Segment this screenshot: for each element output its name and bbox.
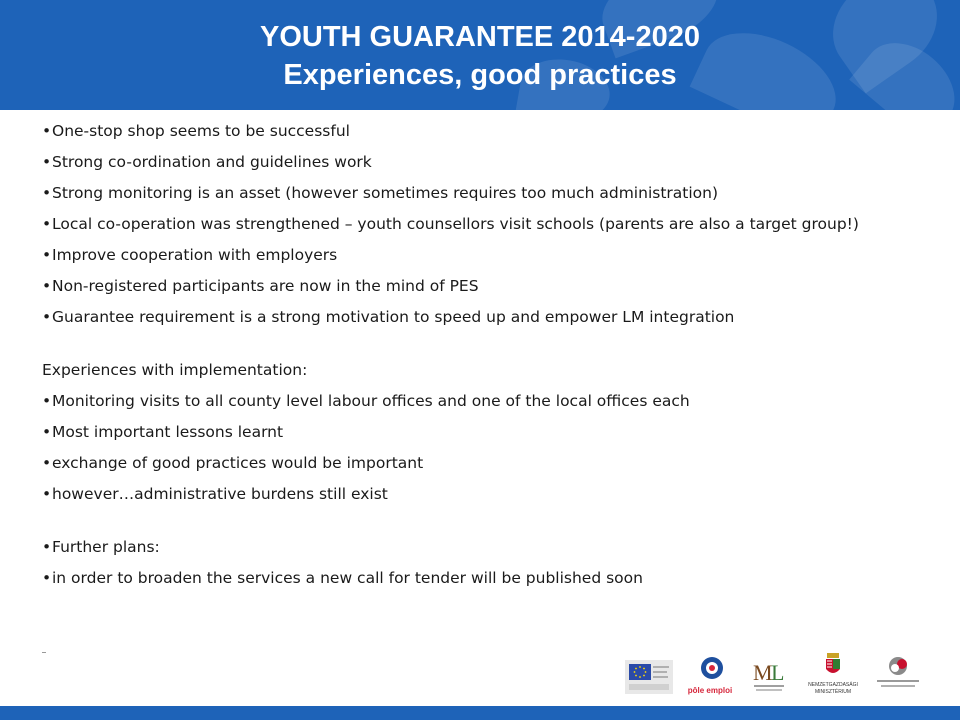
list-item: [42, 276, 892, 297]
list-item: [42, 183, 892, 204]
list-item: [42, 121, 892, 142]
list-item: [42, 307, 892, 328]
bullet: •: [42, 423, 52, 441]
list-item: [42, 453, 892, 474]
ministry-ml-logo-icon: [750, 656, 788, 694]
item-text: Further plans:: [52, 538, 160, 556]
slide-title: [0, 18, 960, 94]
item-text: Most important lessons learnt: [52, 423, 284, 441]
bullet: •: [42, 308, 52, 326]
eu-flag-icon: [625, 660, 673, 694]
svg-text:M: M: [753, 660, 773, 685]
title-line-1: YOUTH GUARANTEE 2014-2020: [260, 21, 700, 53]
svg-text:L: L: [771, 660, 785, 685]
item-text: Monitoring visits to all county level labour offices and one of the local offices each: [52, 392, 690, 410]
bullet: •: [42, 246, 52, 264]
list-item: [42, 245, 892, 266]
item-text: however…administrative burdens still exist: [52, 485, 388, 503]
ngm-text: NEMZETGAZDASÁGI MINISZTÉRIUM: [808, 682, 858, 695]
bullet: •: [42, 454, 52, 472]
bullet: •: [42, 277, 52, 295]
bullet: •: [42, 485, 52, 503]
item-text: in order to broaden the services a new call for tender will be published soon: [52, 569, 643, 587]
item-text: Guarantee requirement is a strong motivation to speed up and empower LM integration: [52, 308, 735, 326]
ngm-logo: [803, 652, 863, 696]
list-item: [42, 568, 892, 589]
slide-content: [42, 121, 892, 589]
list-item: [42, 214, 892, 235]
item-text: Strong co-ordination and guidelines work: [52, 153, 372, 171]
bullet: •: [42, 569, 52, 587]
bullet: •: [42, 184, 52, 202]
bullet: •: [42, 153, 52, 171]
section-heading-text: Experiences with implementation:: [42, 361, 308, 379]
title-line-2: Experiences, good practices: [283, 59, 677, 91]
pole-emploi-logo: [685, 654, 735, 696]
pole-emploi-mark-icon: [685, 654, 735, 682]
list-item: [42, 391, 892, 412]
item-text: Improve cooperation with employers: [52, 246, 338, 264]
slide-header: [0, 0, 960, 110]
item-text: Non-registered participants are now in the mind of PES: [52, 277, 479, 295]
pole-emploi-text: pôle emploi: [687, 686, 733, 695]
stray-dash: [42, 652, 46, 653]
chamber-logo-icon: [873, 654, 923, 694]
list-item: [42, 152, 892, 173]
coat-of-arms-icon: [803, 652, 863, 678]
list-item: [42, 422, 892, 443]
item-text: One-stop shop seems to be successful: [52, 122, 350, 140]
bullet: •: [42, 122, 52, 140]
bullet: •: [42, 215, 52, 233]
list-item: [42, 484, 892, 505]
item-text: Strong monitoring is an asset (however sometimes requires too much administration): [52, 184, 719, 202]
footer-bar: [0, 706, 960, 720]
bullet: •: [42, 392, 52, 410]
item-text: Local co-operation was strengthened – youth counsellors visit schools (parents are also a target group!): [52, 215, 859, 233]
item-text: exchange of good practices would be important: [52, 454, 424, 472]
section-heading: [42, 360, 892, 381]
bullet: •: [42, 538, 52, 556]
list-item: [42, 537, 892, 558]
partner-logos: [625, 652, 925, 696]
